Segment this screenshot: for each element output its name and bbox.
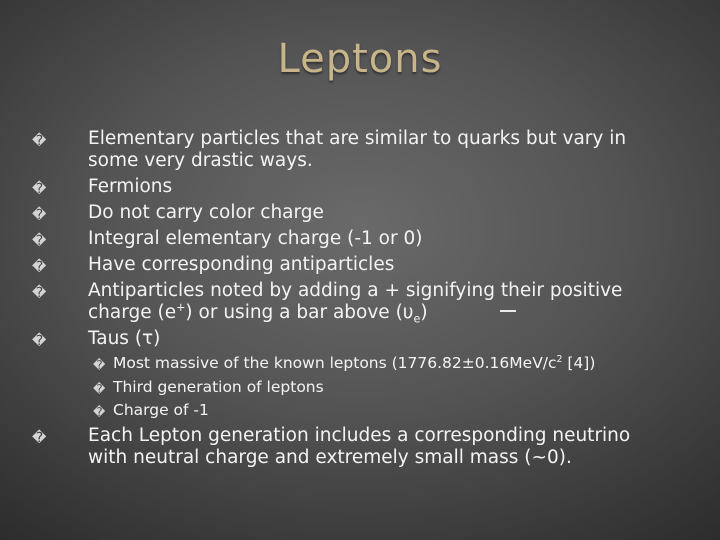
bullet-marker-icon: � [32,133,47,149]
bullet-marker-icon: � [32,285,47,301]
slide-title: Leptons [277,36,443,82]
sub-item-generation: Third generation of leptons [113,378,324,396]
bullet-item: Integral elementary charge (-1 or 0) [88,228,423,249]
mass-text-after: [4]) [562,354,596,372]
bullet-marker-icon: � [32,430,47,446]
mass-text-before: Most massive of the known leptons (1776.82±0.16MeV/c [113,354,557,372]
antiparticles-text-middle: ) or using a bar above (υ [185,301,414,323]
positron-superscript: + [176,300,186,314]
sub-item-mass [113,354,693,373]
sub-bullet-marker-icon: � [93,405,106,419]
overbar-mark [500,310,516,312]
sub-bullet-marker-icon: � [93,382,106,396]
mass-superscript: 2 [556,353,563,365]
bullet-marker-icon: � [32,181,47,197]
sub-bullet-marker-icon: � [93,358,106,372]
bullet-marker-icon: � [32,233,47,249]
bullet-item: Do not carry color charge [88,202,324,223]
bullet-item: Have corresponding antiparticles [88,254,395,275]
antiparticles-text-after: ) [420,301,428,323]
bullet-item-neutrino: Each Lepton generation includes a corresponding neutrino with neutral charge and extremely small mass (~0). [88,425,631,468]
bullet-item-taus: Taus (τ) [88,328,161,349]
bullet-item: Elementary particles that are similar to quarks but vary in some very drastic ways. [88,128,627,171]
bullet-item-antiparticles [88,280,668,326]
bullet-marker-icon: � [32,333,47,349]
bullet-item: Fermions [88,176,173,197]
antiparticles-text-before: Antiparticles noted by adding a + signifying their positive charge (e [88,280,623,323]
sub-item-charge: Charge of -1 [113,401,209,419]
neutrino-subscript: e [413,312,421,326]
bullet-marker-icon: � [32,259,47,275]
bullet-marker-icon: � [32,207,47,223]
